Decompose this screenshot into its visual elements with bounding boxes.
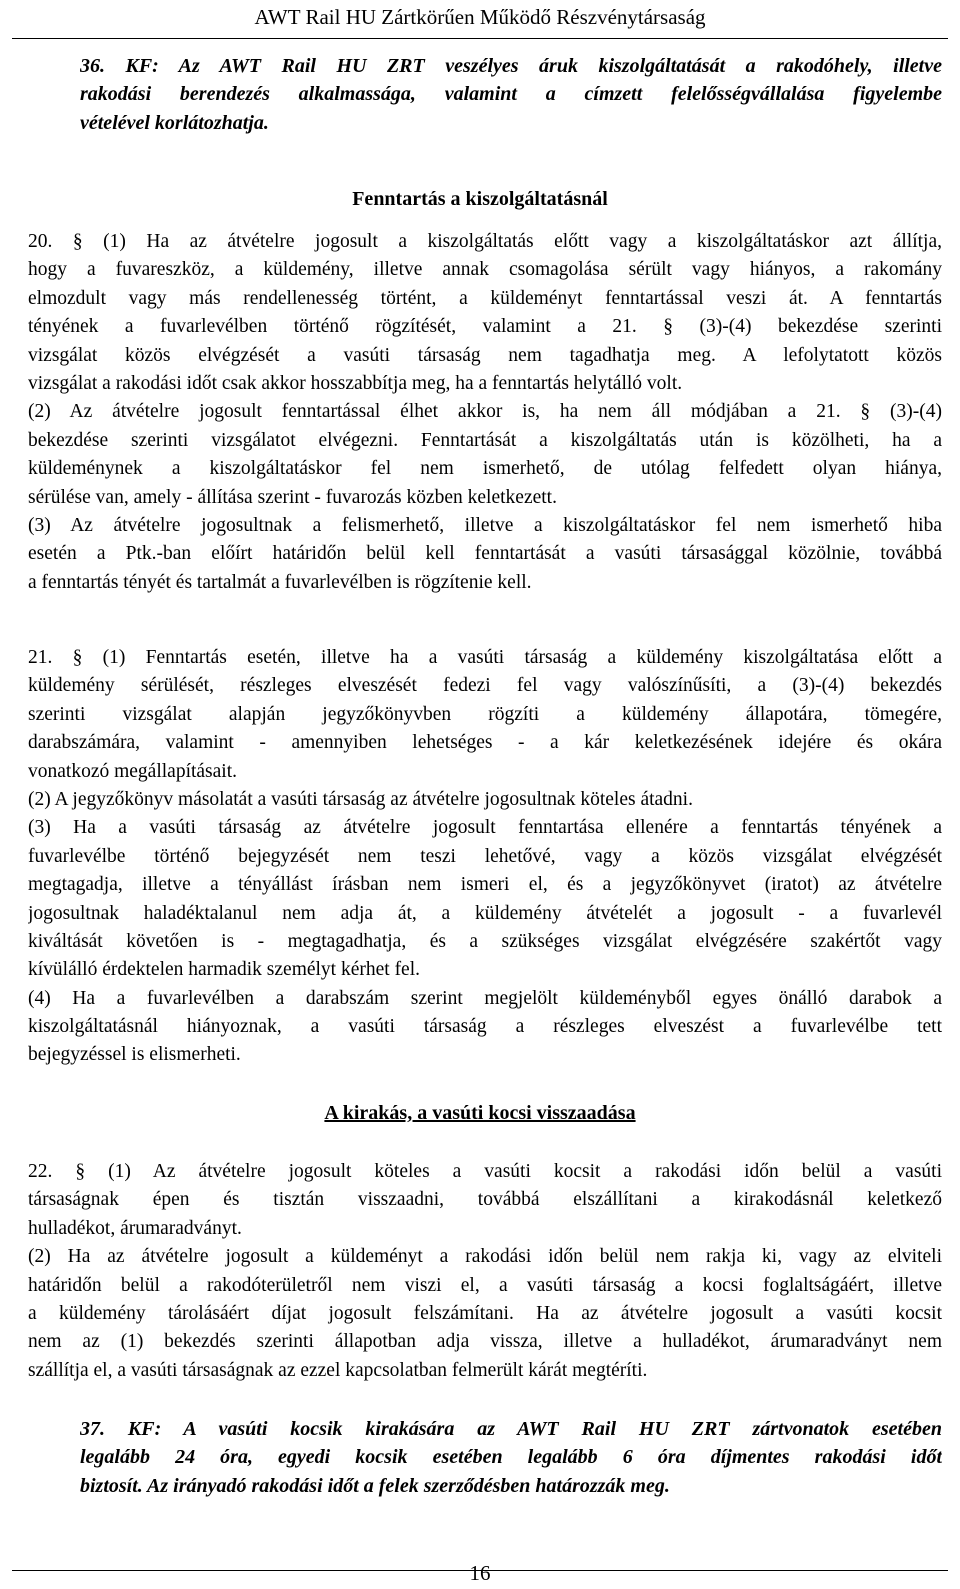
paragraph-line: (2) A jegyzőkönyv másolatát a vasúti társaság az átvételre jogosultnak köteles átadni.: [28, 788, 693, 810]
paragraph-21: [28, 644, 942, 1070]
paragraph-line: nem az (1) bekezdés szerinti állapotban adja vissza, illetve a hulladékot, árumaradványt nem: [28, 1331, 942, 1353]
paragraph-line: vizsgálat a rakodási időt csak akkor hosszabbítja meg, ha a fenntartás helytálló volt.: [28, 372, 683, 394]
paragraph-line: kiszolgáltatásnál hiányoznak, a vasúti társaság a részleges elveszést a fuvarlevélbe tett: [28, 1016, 942, 1038]
kf-36-line: 36. KF: Az AWT Rail HU ZRT veszélyes áruk kiszolgáltatását a rakodóhely, illetve: [80, 55, 942, 77]
paragraph-line: (3) Ha a vasúti társaság az átvételre jogosult fenntartása ellenére a fenntartás tényének a: [28, 817, 942, 839]
paragraph-line: 21. § (1) Fenntartás esetén, illetve ha a vasúti társaság a küldemény kiszolgáltatása előtt a: [28, 647, 942, 668]
paragraph-line: (2) Az átvételre jogosult fenntartással élhet akkor is, ha nem áll módjában a 21. § (3)-(4): [28, 401, 942, 423]
paragraph-line: 22. § (1) Az átvételre jogosult köteles a vasúti kocsit a rakodási időn belül a vasúti: [28, 1161, 942, 1182]
paragraph-line: hogy a fuvareszköz, a küldemény, illetve annak csomagolása sérült vagy hiányos, a rakomány: [28, 259, 942, 281]
paragraph-line: (3) Az átvételre jogosultnak a felismerhető, illetve a kiszolgáltatáskor fel nem ismerhető hiba: [28, 514, 942, 536]
kf-37-line: legalább 24 óra, egyedi kocsik esetében legalább 6 óra díjmentes rakodási időt: [80, 1446, 942, 1469]
kf-36-block: [80, 52, 942, 166]
kf-36-line: rakodási berendezés alkalmassága, valamint a címzett felelősségvállalása figyelembe: [80, 83, 942, 106]
paragraph-line: 20. § (1) Ha az átvételre jogosult a kiszolgáltatás előtt vagy a kiszolgáltatáskor azt állítja,: [28, 231, 942, 252]
paragraph-line: szerinti vizsgálat alapján jegyzőkönyvben rögzíti a küldemény állapotára, tömegére,: [28, 703, 942, 725]
section-heading-unloading-text: A kirakás, a vasúti kocsi visszaadása: [324, 1102, 636, 1124]
section-heading-unloading: [0, 1100, 960, 1126]
paragraph-line: társaságnak épen és tisztán visszaadni, továbbá elszállítani a kirakodásnál keletkező: [28, 1189, 942, 1211]
paragraph-line: (4) Ha a fuvarlevélben a darabszám szerint megjelölt küldeményből egyes önálló darabok a: [28, 987, 942, 1009]
paragraph-line: küldeménynek a kiszolgáltatáskor fel nem ismerhető, de utólag felfedett olyan hiánya,: [28, 458, 942, 480]
paragraph-line: jogosultnak haladéktalanul nem adja át, a küldemény átvételét a jogosult - a fuvarlevél: [28, 902, 942, 924]
paragraph-22: [28, 1158, 942, 1385]
paragraph-line: határidőn belül a rakodóterületről nem viszi el, a vasúti társaság a kocsi foglaltságáért, illetve: [28, 1274, 942, 1296]
paragraph-line: hulladékot, árumaradványt.: [28, 1217, 242, 1239]
header-divider: [12, 38, 948, 39]
paragraph-line: esetén a Ptk.-ban előírt határidőn belül kell fenntartását a vasúti társasággal közölnie, továbbá: [28, 543, 942, 565]
page-header: AWT Rail HU Zártkörűen Működő Részvénytársaság: [254, 5, 706, 29]
kf-37-line: biztosít. Az irányadó rakodási időt a felek szerződésben határozzák meg.: [80, 1474, 670, 1497]
paragraph-line: szállítja el, a vasúti társaságnak az ezzel kapcsolatban felmerült kárát megtéríti.: [28, 1359, 648, 1381]
paragraph-line: vonatkozó megállapításait.: [28, 760, 238, 782]
paragraph-line: a fenntartás tényét és tartalmát a fuvarlevélben is rögzítenie kell.: [28, 571, 532, 593]
paragraph-line: fuvarlevélbe történő bejegyzését nem teszi lehetővé, vagy a közös vizsgálat elvégzését: [28, 845, 942, 867]
paragraph-line: kiváltását követően is - megtagadhatja, és a szükséges vizsgálat elvégzésére szakértőt vagy: [28, 930, 942, 952]
paragraph-line: küldemény sérülését, részleges elveszését fedezi fel vagy valószínűsíti, a (3)-(4) bekezdés: [28, 675, 942, 697]
paragraph-20: [28, 228, 942, 597]
kf-37-block: [80, 1415, 942, 1529]
paragraph-line: kívülálló érdektelen harmadik személyt kérhet fel.: [28, 959, 421, 981]
paragraph-line: bekezdése szerinti vizsgálatot elvégezni. Fenntartását a kiszolgáltatás után is közölheti, ha a: [28, 429, 942, 451]
paragraph-line: vizsgálat közös elvégzését a vasúti társaság nem tagadhatja meg. A lefolytatott közös: [28, 344, 942, 366]
paragraph-line: elmozdult vagy más rendellenesség történt, a küldeményt fenntartással veszi át. A fenntartás: [28, 287, 942, 309]
paragraph-line: tényének a fuvarlevélben történő rögzítését, valamint a 21. § (3)-(4) bekezdése szerinti: [28, 316, 942, 338]
paragraph-line: sérülése van, amely - állítása szerint - fuvarozás közben keletkezett.: [28, 486, 557, 508]
paragraph-line: a küldemény tárolásáért díjat jogosult felszámítani. Ha az átvételre jogosult a vasúti kocsit: [28, 1302, 942, 1324]
paragraph-line: megtagadja, illetve a tényállást írásban nem ismeri el, és a jegyzőkönyvet (iratot) az átvételre: [28, 874, 942, 896]
kf-36-line: vételével korlátozhatja.: [80, 111, 269, 134]
kf-37-line: 37. KF: A vasúti kocsik kirakására az AWT Rail HU ZRT zártvonatok esetében: [80, 1418, 942, 1440]
section-heading-reservation: Fenntartás a kiszolgáltatásnál: [352, 188, 608, 210]
paragraph-line: (2) Ha az átvételre jogosult a küldeményt a rakodási időn belül nem rakja ki, vagy az elviteli: [28, 1246, 942, 1268]
page-number: 16: [469, 1561, 491, 1585]
paragraph-line: darabszámára, valamint - amennyiben lehetséges - a kár keletkezésének idejére és okára: [28, 732, 942, 754]
paragraph-line: bejegyzéssel is elismerheti.: [28, 1044, 241, 1066]
